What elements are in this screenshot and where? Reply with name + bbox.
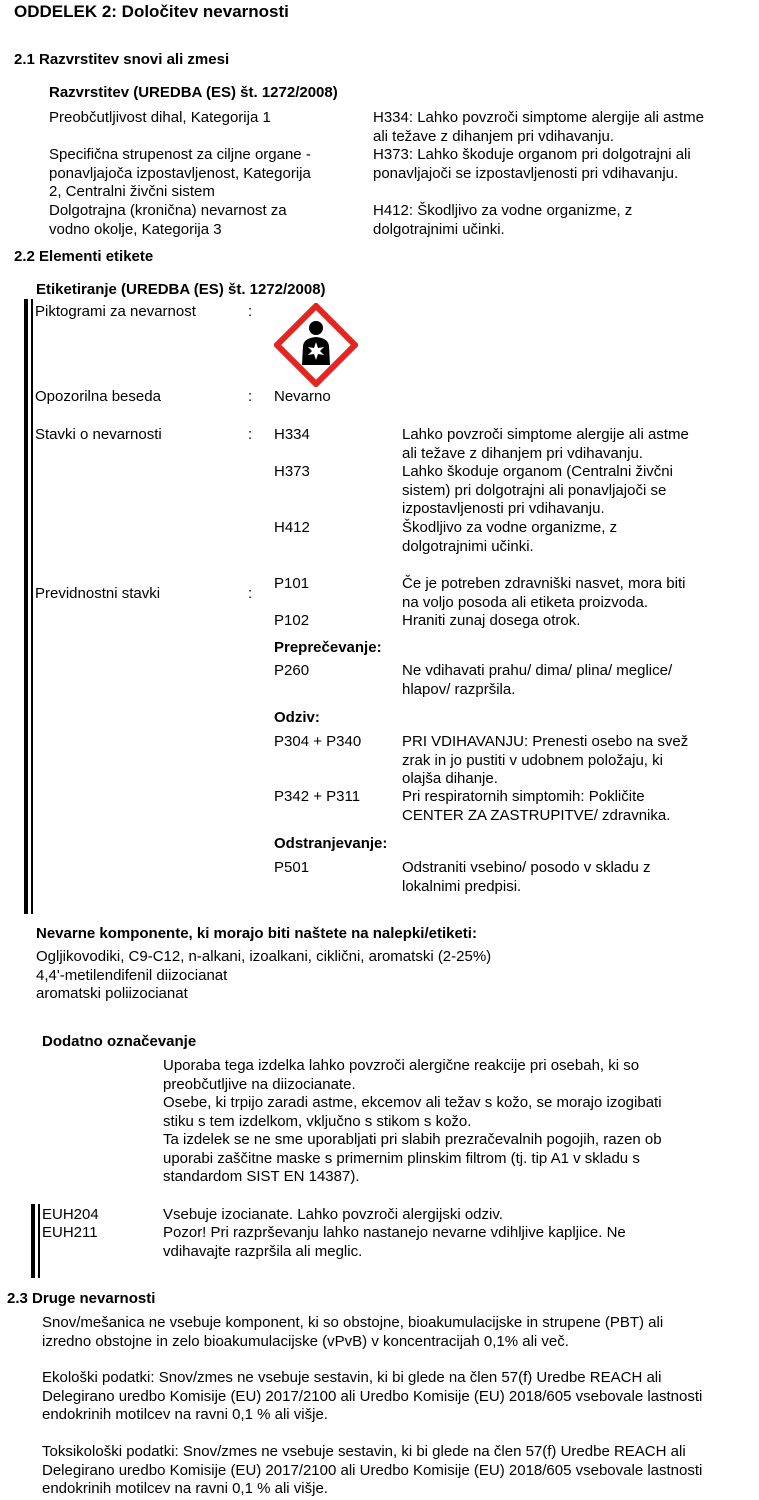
precaution-code: P260 — [274, 662, 310, 679]
precaution-text: Pri respiratornih simptomih: Pokličite CENTER ZA ZASTRUPITVE/ zdravnika. — [402, 788, 671, 824]
precaution-code: P304 + P340 — [274, 733, 362, 750]
hazard-text: Lahko povzroči simptome alergije ali astme ali težave z dihanjem pri vdihavanju. — [402, 426, 689, 462]
hazard-text: Lahko škoduje organom (Centralni živčni sistem) pri dolgotrajni ali ponavljajoči se izpostavljenosti pri vdihavanju. — [402, 463, 673, 517]
precaution-text: PRI VDIHAVANJU: Prenesti osebo na svež zrak in jo pustiti v udobnem položaju, ki olajša dihanje. — [402, 733, 689, 787]
precaution-text: Odstraniti vsebino/ posodo v skladu z lokalnimi predpisi. — [402, 859, 651, 895]
prevention-heading: Preprečevanje: — [274, 639, 382, 656]
signal-word-value: Nevarno — [274, 388, 331, 405]
additional-labelling-heading: Dodatno označevanje — [42, 1033, 197, 1050]
section-heading-2-1: 2.1 Razvrstitev snovi ali zmesi — [14, 51, 230, 68]
hazard-text: Škodljivo za vodne organizme, z dolgotrajnimi učinki. — [402, 519, 618, 555]
pictogram-colon: : — [248, 303, 253, 320]
change-bar-inner — [31, 299, 33, 914]
precaution-text: Ne vdihavati prahu/ dima/ plina/ meglice/ hlapov/ razpršila. — [402, 662, 673, 698]
components-heading: Nevarne komponente, ki morajo biti naštete na nalepki/etiketi: — [36, 925, 477, 942]
toxicological-info-paragraph: Toksikološki podatki: Snov/zmes ne vsebuje sestavin, ki bi glede na člen 57(f) Uredbe REACH ali Delegirano uredbo Komisije (EU) 2017/2100 ali Uredbo Komisije (EU) 2018/605 vsebovale lastnosti endokrinih motilcev na ravni 0,1 % ali višje. — [42, 1443, 703, 1497]
hazard-statements-label: Stavki o nevarnosti — [35, 426, 162, 443]
health-hazard-ghs08-icon — [274, 303, 358, 387]
components-list: Ogljikovodiki, C9-C12, n-alkani, izoalkani, ciklični, aromatski (2-25%) 4,4'-metilendifenil diizocianat aromatski poliizocianat — [36, 948, 492, 1002]
hazard-code: H334 — [274, 426, 310, 443]
classification-right-2: H373: Lahko škoduje organom pri dolgotrajni ali ponavljajoči se izpostavljenosti pri vdihavanju. — [373, 146, 691, 182]
hazard-code: H373 — [274, 463, 310, 480]
page-title: ODDELEK 2: Določitev nevarnosti — [14, 2, 289, 21]
hazard-statements-colon: : — [248, 426, 253, 443]
pictogram-label: Piktogrami za nevarnost — [35, 303, 196, 320]
euh-change-bar-inner — [38, 1204, 40, 1278]
signal-word-label: Opozorilna beseda — [35, 388, 161, 405]
classification-left-1: Preobčutljivost dihal, Kategorija 1 — [49, 109, 271, 126]
precaution-code: P501 — [274, 859, 310, 876]
classification-right-3: H412: Škodljivo za vodne organizme, z dolgotrajnimi učinki. — [373, 202, 633, 238]
additional-labelling-text: Uporaba tega izdelka lahko povzroči alergične reakcije pri osebah, ki so preobčutljive na diizocianate. Osebe, ki trpijo zaradi astme, ekcemov ali težav s kožo, se morajo izogibati stiku s tem izdelkom, vključno s stikom s kožo. Ta izdelek se ne sme uporabljati pri slabih prezračevalnih pogojih, razen ob uporabi zaščitne maske s primernim plinskim filtrom (tj. tip A1 v skladu s standardom SIST EN 14387). — [163, 1057, 662, 1185]
precaution-code: P102 — [274, 612, 310, 629]
labelling-subheading: Etiketiranje (UREDBA (ES) št. 1272/2008) — [36, 281, 326, 298]
precaution-text: Če je potreben zdravniški nasvet, mora biti na voljo posoda ali etiketa proizvoda. — [402, 575, 686, 611]
euh-code: EUH211 — [42, 1224, 98, 1241]
precaution-code: P101 — [274, 575, 310, 592]
response-heading: Odziv: — [274, 709, 320, 726]
hazard-code: H412 — [274, 519, 310, 536]
euh-text: Pozor! Pri razprševanju lahko nastanejo nevarne vdihljive kapljice. Ne vdihavajte razpršila ali meglic. — [163, 1224, 626, 1260]
ecological-info-paragraph: Ekološki podatki: Snov/zmes ne vsebuje sestavin, ki bi glede na člen 57(f) Uredbe REACH ali Delegirano uredbo Komisije (EU) 2017/2100 ali Uredbo Komisije (EU) 2018/605 vsebovale lastnosti endokrinih motilcev na ravni 0,1 % ali višje. — [42, 1369, 703, 1423]
section-heading-2-2: 2.2 Elementi etikete — [14, 248, 154, 265]
section-heading-2-3: 2.3 Druge nevarnosti — [7, 1290, 156, 1307]
signal-word-colon: : — [248, 388, 253, 405]
precaution-text: Hraniti zunaj dosega otrok. — [402, 612, 581, 629]
classification-left-3: Dolgotrajna (kronična) nevarnost za vodno okolje, Kategorija 3 — [49, 202, 287, 238]
precautionary-statements-label: Previdnostni stavki — [35, 585, 161, 602]
change-bar-outer — [24, 299, 28, 914]
precautionary-statements-colon: : — [248, 585, 253, 602]
euh-change-bar-outer — [31, 1204, 35, 1278]
classification-right-1: H334: Lahko povzroči simptome alergije ali astme ali težave z dihanjem pri vdihavanju. — [373, 109, 704, 145]
classification-left-2: Specifična strupenost za ciljne organe - ponavljajoča izpostavljenost, Kategorija 2, Centralni živčni sistem — [49, 146, 311, 200]
euh-code: EUH204 — [42, 1206, 99, 1223]
other-hazards-paragraph: Snov/mešanica ne vsebuje komponent, ki so obstojne, bioakumulacijske in strupene (PBT) ali izredno obstojne in zelo bioakumulacijske (vPvB) v koncentracijah 0,1% ali več. — [42, 1314, 664, 1350]
precaution-code: P342 + P311 — [274, 788, 361, 805]
disposal-heading: Odstranjevanje: — [274, 835, 388, 852]
classification-subheading: Razvrstitev (UREDBA (ES) št. 1272/2008) — [49, 84, 338, 101]
euh-text: Vsebuje izocianate. Lahko povzroči alergijski odziv. — [163, 1206, 503, 1223]
